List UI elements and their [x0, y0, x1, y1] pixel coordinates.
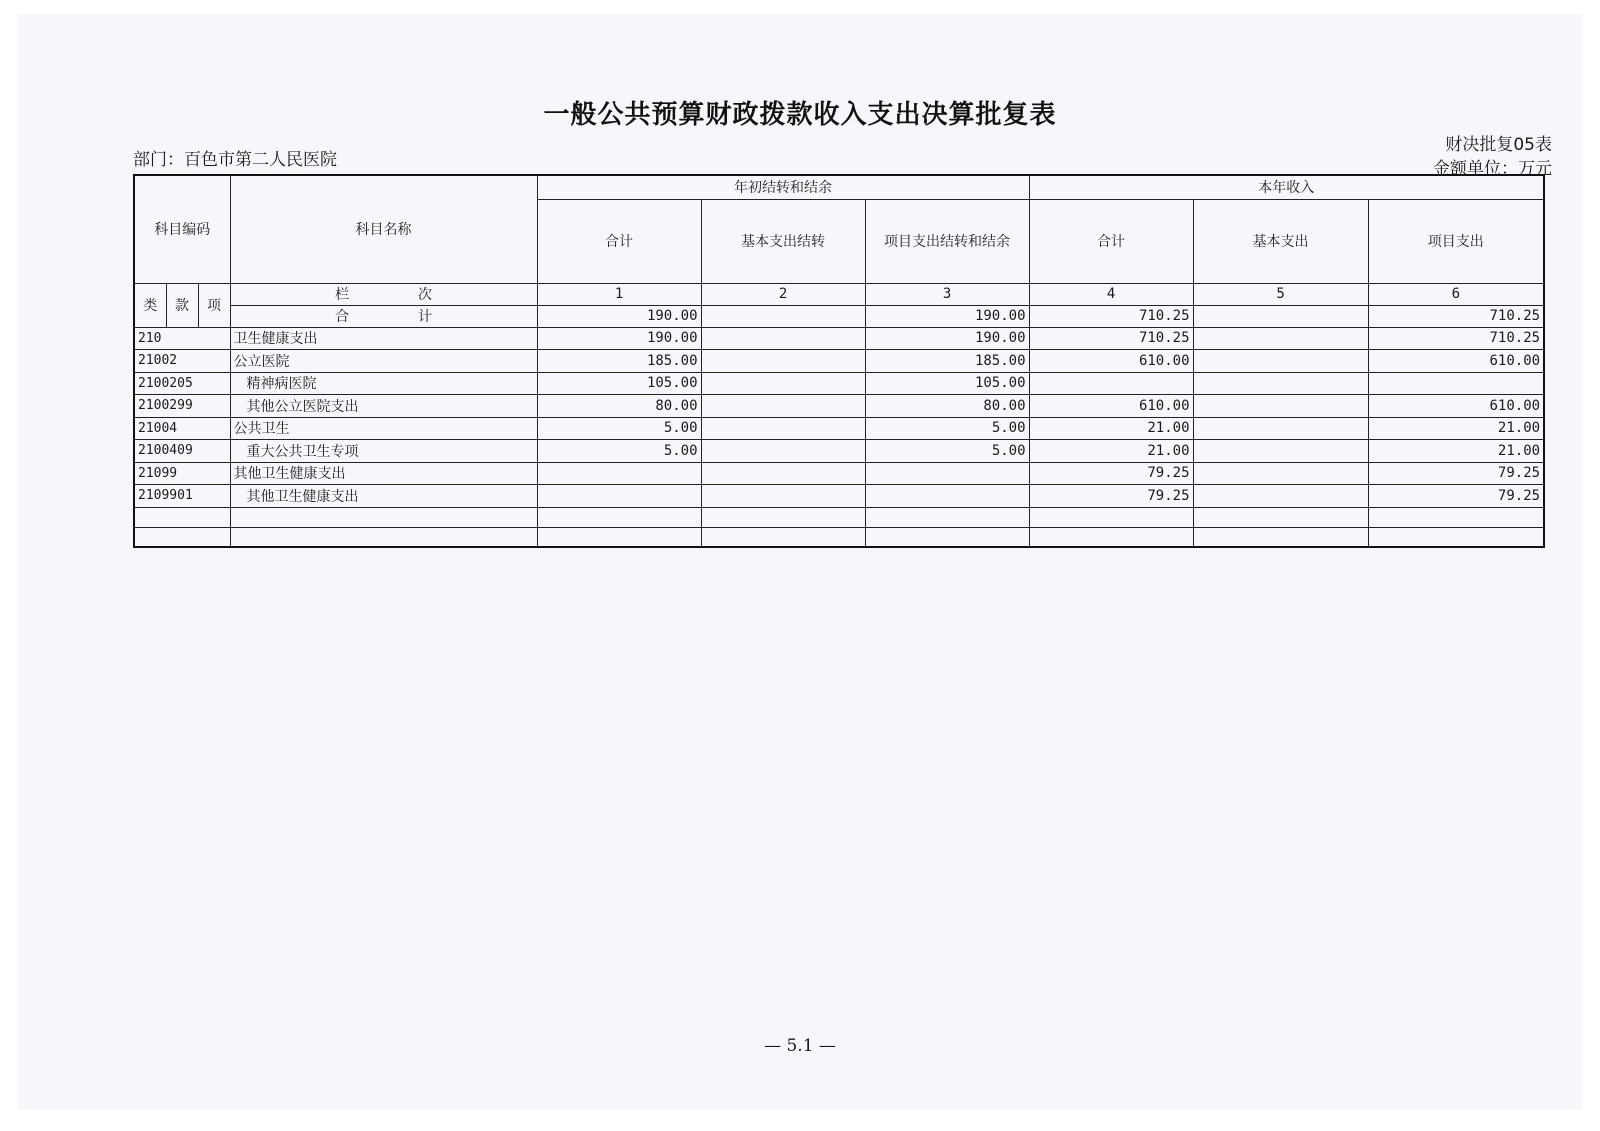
col-number-2: 2 [701, 283, 865, 305]
row-value-6: 21.00 [1368, 440, 1544, 463]
header-col-1: 合计 [537, 199, 701, 283]
row-name: 其他公立医院支出 [230, 395, 537, 418]
row-value-3: 80.00 [865, 395, 1029, 418]
row-value-2 [701, 485, 865, 508]
empty-cell [865, 507, 1029, 527]
empty-cell [701, 527, 865, 547]
row-name: 精神病医院 [230, 372, 537, 395]
row-code: 2109901 [134, 485, 230, 508]
row-name: 重大公共卫生专项 [230, 440, 537, 463]
row-code: 21004 [134, 417, 230, 440]
row-value-5 [1193, 485, 1368, 508]
row-value-4: 21.00 [1029, 417, 1193, 440]
header-code: 科目编码 [134, 175, 230, 283]
empty-cell [230, 507, 537, 527]
amount-unit: 金额单位：万元 [1433, 159, 1552, 179]
row-value-3: 5.00 [865, 440, 1029, 463]
row-value-5 [1193, 372, 1368, 395]
empty-cell [1193, 527, 1368, 547]
row-value-1: 5.00 [537, 417, 701, 440]
empty-cell [1029, 527, 1193, 547]
row-value-2 [701, 462, 865, 485]
row-value-2 [701, 372, 865, 395]
col-number-1: 1 [537, 283, 701, 305]
row-value-6: 79.25 [1368, 462, 1544, 485]
row-value-1: 5.00 [537, 440, 701, 463]
row-name: 卫生健康支出 [230, 327, 537, 350]
row-value-4: 610.00 [1029, 395, 1193, 418]
row-value-5 [1193, 417, 1368, 440]
row-code: 21002 [134, 350, 230, 373]
header-lei: 类 [134, 283, 166, 327]
row-value-2 [701, 440, 865, 463]
header-col-6: 项目支出 [1368, 199, 1544, 283]
row-value-2 [701, 395, 865, 418]
row-value-4: 610.00 [1029, 350, 1193, 373]
row-value-3 [865, 485, 1029, 508]
empty-cell [537, 507, 701, 527]
empty-cell [1029, 507, 1193, 527]
table-row [134, 417, 1544, 440]
header-carryover-group: 年初结转和结余 [537, 175, 1029, 199]
row-value-3 [865, 462, 1029, 485]
department-label: 部门：百色市第二人民医院 [133, 150, 337, 170]
header-name: 科目名称 [230, 175, 537, 283]
col-number-5: 5 [1193, 283, 1368, 305]
empty-row [134, 527, 1544, 547]
row-value-1: 185.00 [537, 350, 701, 373]
header-ci: 次 [417, 287, 432, 303]
row-value-5 [1193, 327, 1368, 350]
row-value-5 [1193, 462, 1368, 485]
header-col-2: 基本支出结转 [701, 199, 865, 283]
row-value-1: 190.00 [537, 327, 701, 350]
row-value-6: 79.25 [1368, 485, 1544, 508]
header-col-3: 项目支出结转和结余 [865, 199, 1029, 283]
row-name: 公共卫生 [230, 417, 537, 440]
header-col-4: 合计 [1029, 199, 1193, 283]
total-value-1: 190.00 [537, 305, 701, 327]
header-col-5: 基本支出 [1193, 199, 1368, 283]
empty-cell [537, 527, 701, 547]
col-number-4: 4 [1029, 283, 1193, 305]
total-label [230, 305, 537, 327]
row-code: 2100409 [134, 440, 230, 463]
row-value-2 [701, 350, 865, 373]
row-value-6 [1368, 372, 1544, 395]
col-number-6: 6 [1368, 283, 1544, 305]
col-number-3: 3 [865, 283, 1029, 305]
empty-cell [865, 527, 1029, 547]
table-row [134, 327, 1544, 350]
page-number: — 5.1 — [764, 1036, 836, 1056]
row-value-2 [701, 327, 865, 350]
row-code: 2100205 [134, 372, 230, 395]
row-value-1 [537, 485, 701, 508]
row-value-4: 79.25 [1029, 485, 1193, 508]
total-he: 合 [335, 309, 350, 325]
header-xiang: 项 [198, 283, 230, 327]
page-title: 一般公共预算财政拨款收入支出决算批复表 [543, 100, 1057, 130]
header-lanci [230, 283, 537, 305]
table-row [134, 462, 1544, 485]
total-ji: 计 [417, 309, 432, 325]
row-value-1: 80.00 [537, 395, 701, 418]
row-value-5 [1193, 395, 1368, 418]
empty-row [134, 507, 1544, 527]
row-value-2 [701, 417, 865, 440]
row-code: 210 [134, 327, 230, 350]
row-value-3: 5.00 [865, 417, 1029, 440]
row-value-3: 185.00 [865, 350, 1029, 373]
row-value-3: 105.00 [865, 372, 1029, 395]
empty-cell [1193, 507, 1368, 527]
table-body [134, 327, 1544, 547]
row-code: 21099 [134, 462, 230, 485]
table-row [134, 350, 1544, 373]
table-row [134, 395, 1544, 418]
row-value-4: 21.00 [1029, 440, 1193, 463]
row-value-6: 610.00 [1368, 350, 1544, 373]
row-value-6: 21.00 [1368, 417, 1544, 440]
row-name: 公立医院 [230, 350, 537, 373]
row-name: 其他卫生健康支出 [230, 462, 537, 485]
header-lan: 栏 [335, 287, 350, 303]
table-row [134, 440, 1544, 463]
row-value-5 [1193, 350, 1368, 373]
row-value-6: 610.00 [1368, 395, 1544, 418]
row-name: 其他卫生健康支出 [230, 485, 537, 508]
empty-cell [134, 507, 230, 527]
row-value-1: 105.00 [537, 372, 701, 395]
row-value-4: 79.25 [1029, 462, 1193, 485]
empty-cell [701, 507, 865, 527]
empty-cell [1368, 527, 1544, 547]
header-kuan: 款 [166, 283, 198, 327]
row-value-1 [537, 462, 701, 485]
empty-cell [1368, 507, 1544, 527]
header-income-group: 本年收入 [1029, 175, 1544, 199]
row-code: 2100299 [134, 395, 230, 418]
table-number: 财决批复05表 [1445, 135, 1552, 155]
total-value-3: 190.00 [865, 305, 1029, 327]
row-value-5 [1193, 440, 1368, 463]
empty-cell [230, 527, 537, 547]
total-value-6: 710.25 [1368, 305, 1544, 327]
row-value-3: 190.00 [865, 327, 1029, 350]
empty-cell [134, 527, 230, 547]
table-row [134, 372, 1544, 395]
total-value-5 [1193, 305, 1368, 327]
row-value-4: 710.25 [1029, 327, 1193, 350]
row-value-6: 710.25 [1368, 327, 1544, 350]
row-value-4 [1029, 372, 1193, 395]
budget-table [133, 174, 1545, 548]
table-row [134, 485, 1544, 508]
total-value-2 [701, 305, 865, 327]
total-value-4: 710.25 [1029, 305, 1193, 327]
